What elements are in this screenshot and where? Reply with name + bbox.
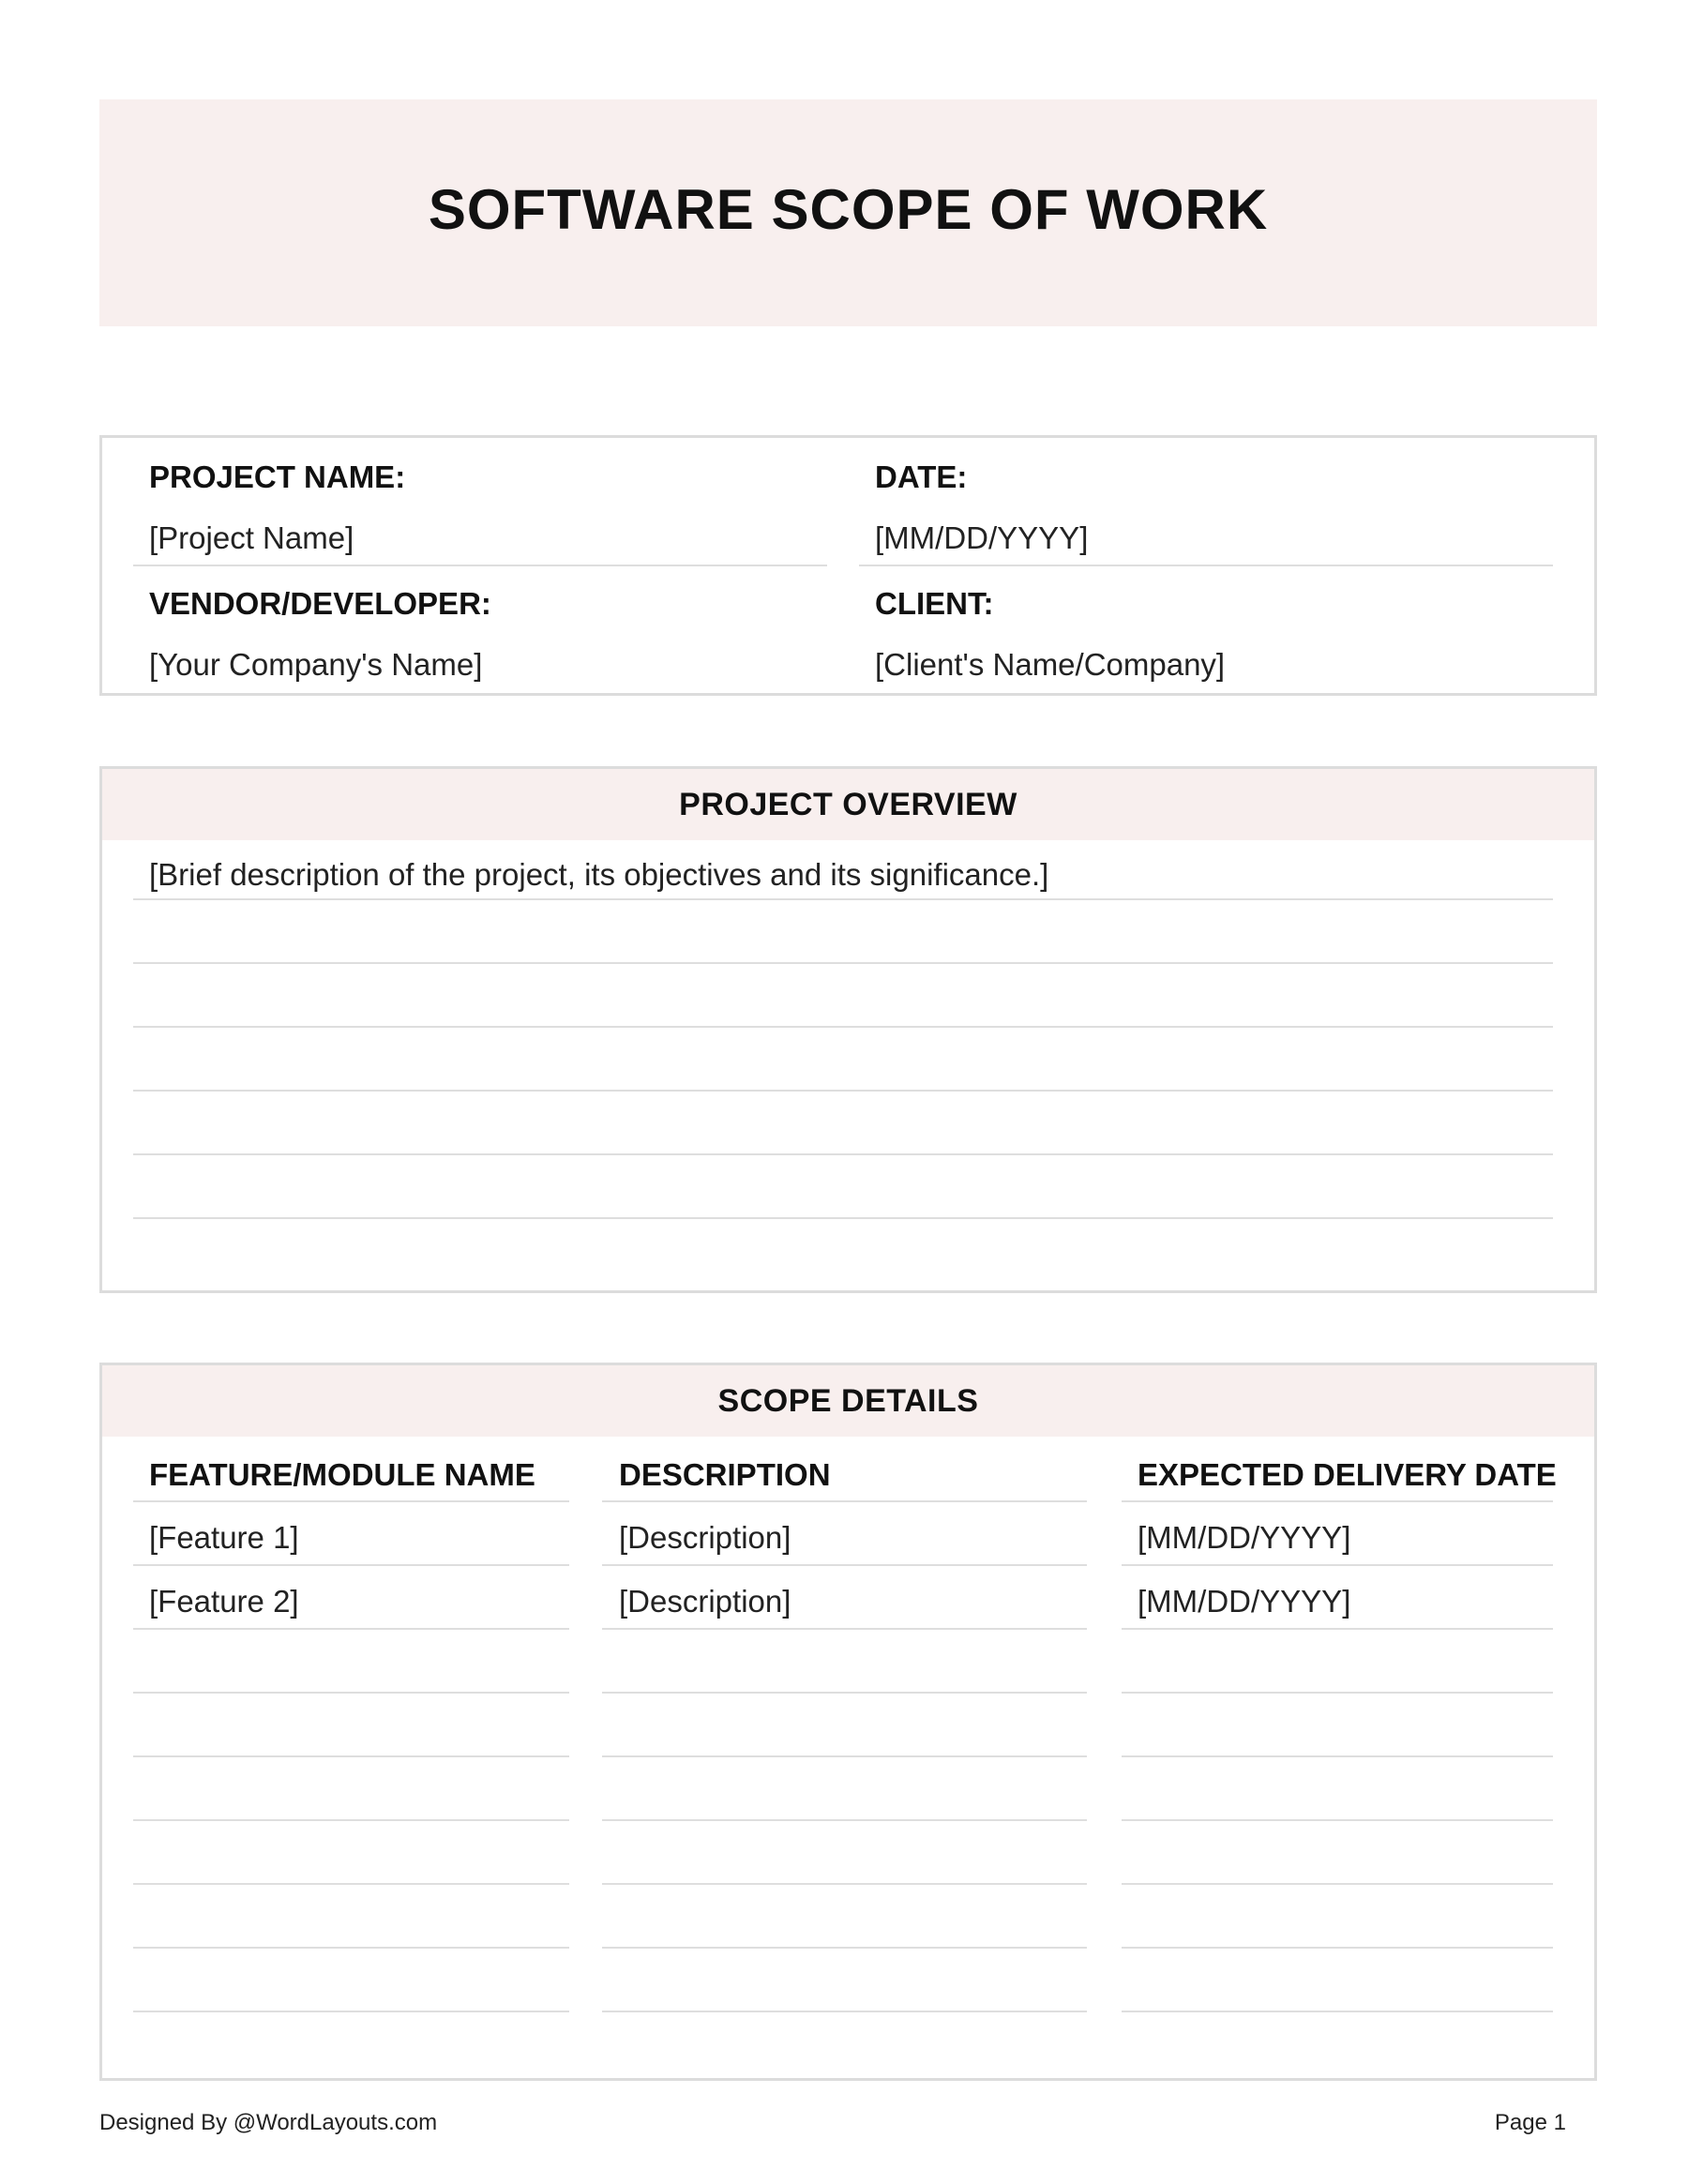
table-row-line xyxy=(1122,1692,1553,1694)
table-row-line xyxy=(133,1755,569,1757)
table-row-line xyxy=(1122,1500,1553,1502)
client-field[interactable]: [Client's Name/Company] xyxy=(875,647,1226,682)
page-number: Page 1 xyxy=(1494,2110,1566,2135)
table-row-line xyxy=(133,1500,569,1502)
scope-heading: SCOPE DETAILS xyxy=(102,1365,1594,1437)
table-row-line xyxy=(602,1500,1087,1502)
table-row-line xyxy=(1122,1947,1553,1949)
project-info-box xyxy=(99,435,1597,696)
table-row-line xyxy=(133,1819,569,1821)
description-cell[interactable]: [Description] xyxy=(619,1520,791,1555)
date-field[interactable]: [MM/DD/YYYY] xyxy=(875,520,1089,555)
title-band xyxy=(99,99,1597,326)
footer-credit: Designed By @WordLayouts.com xyxy=(99,2110,438,2135)
table-row-line xyxy=(1122,1883,1553,1885)
table-row-line xyxy=(133,1947,569,1949)
table-row-line xyxy=(602,2011,1087,2012)
project-overview-section xyxy=(99,766,1597,1293)
writing-line xyxy=(133,1026,1553,1028)
table-row-line xyxy=(133,1692,569,1694)
divider xyxy=(859,565,1553,566)
project-name-field[interactable]: [Project Name] xyxy=(149,520,354,555)
writing-line xyxy=(133,1217,1553,1219)
document-title: SOFTWARE SCOPE OF WORK xyxy=(428,178,1269,241)
overview-heading: PROJECT OVERVIEW xyxy=(102,769,1594,840)
writing-line xyxy=(133,1153,1553,1155)
table-row-line xyxy=(602,1628,1087,1630)
table-row-line xyxy=(602,1755,1087,1757)
divider xyxy=(133,565,827,566)
description-cell[interactable]: [Description] xyxy=(619,1584,791,1619)
table-row-line xyxy=(1122,1755,1553,1757)
table-row-line xyxy=(1122,1819,1553,1821)
delivery-date-cell[interactable]: [MM/DD/YYYY] xyxy=(1138,1584,1351,1619)
vendor-label: VENDOR/DEVELOPER: xyxy=(149,586,491,621)
table-row-line xyxy=(133,2011,569,2012)
table-row-line xyxy=(133,1628,569,1630)
project-name-label: PROJECT NAME: xyxy=(149,459,406,494)
column-header-feature: FEATURE/MODULE NAME xyxy=(149,1457,535,1492)
table-row-line xyxy=(133,1564,569,1566)
column-header-delivery-date: EXPECTED DELIVERY DATE xyxy=(1138,1457,1557,1492)
table-row-line xyxy=(602,1819,1087,1821)
vendor-field[interactable]: [Your Company's Name] xyxy=(149,647,483,682)
table-row-line xyxy=(133,1883,569,1885)
feature-cell[interactable]: [Feature 1] xyxy=(149,1520,299,1555)
table-row-line xyxy=(602,1947,1087,1949)
table-row-line xyxy=(1122,1564,1553,1566)
writing-line xyxy=(133,898,1553,900)
feature-cell[interactable]: [Feature 2] xyxy=(149,1584,299,1619)
table-row-line xyxy=(1122,1628,1553,1630)
overview-text-field[interactable]: [Brief description of the project, its objectives and its significance.] xyxy=(149,857,1049,892)
table-row-line xyxy=(602,1564,1087,1566)
table-row-line xyxy=(602,1692,1087,1694)
column-header-description: DESCRIPTION xyxy=(619,1457,831,1492)
table-row-line xyxy=(602,1883,1087,1885)
scope-details-section xyxy=(99,1363,1597,2081)
date-label: DATE: xyxy=(875,459,968,494)
writing-line xyxy=(133,962,1553,964)
delivery-date-cell[interactable]: [MM/DD/YYYY] xyxy=(1138,1520,1351,1555)
client-label: CLIENT: xyxy=(875,586,994,621)
writing-line xyxy=(133,1090,1553,1092)
table-row-line xyxy=(1122,2011,1553,2012)
